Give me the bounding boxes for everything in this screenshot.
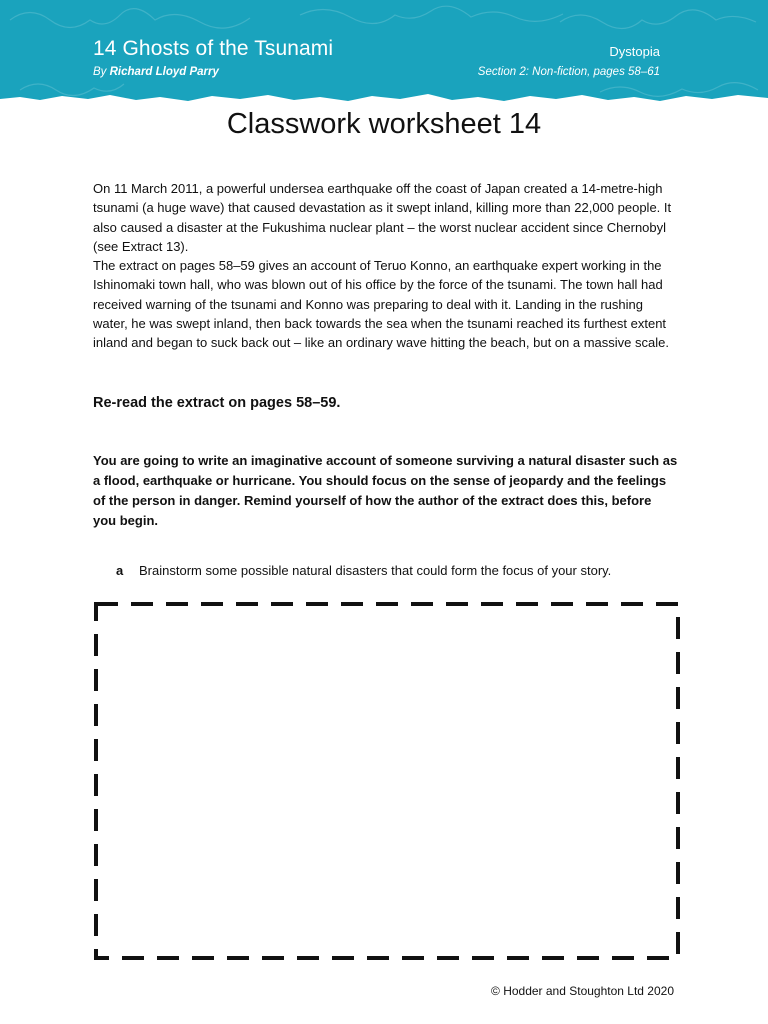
intro-text xyxy=(93,179,681,353)
answer-box[interactable] xyxy=(94,602,680,960)
section-name: Dystopia xyxy=(609,44,660,59)
copyright-footer: © Hodder and Stoughton Ltd 2020 xyxy=(491,984,674,998)
task-instruction: You are going to write an imaginative account of someone surviving a natural disaster such as a flood, earthquake or hurricane. You should focus on the sense of jeopardy and the feelings of the person in danger. Remind yourself of how the author of the extract does this, before you begin. xyxy=(93,453,678,528)
book-title: 14 Ghosts of the Tsunami xyxy=(93,37,334,60)
question-letter: a xyxy=(116,563,124,578)
reread-instruction: Re-read the extract on pages 58–59. xyxy=(93,395,341,411)
question-text: Brainstorm some possible natural disasters that could form the focus of your story. xyxy=(139,563,612,578)
header-banner xyxy=(0,0,768,104)
author-line xyxy=(93,66,219,78)
author-name: Richard Lloyd Parry xyxy=(109,66,219,78)
section-description: Section 2: Non-fiction, pages 58–61 xyxy=(477,66,660,78)
worksheet-title: Classwork worksheet 14 xyxy=(226,108,542,140)
question-a xyxy=(116,563,611,578)
author-prefix: By xyxy=(93,66,110,78)
intro-paragraph-2: The extract on pages 58–59 gives an account of Teruo Konno, an earthquake expert working in the Ishinomaki town hall, who was blown out of his office by the force of the tsunami. The town hall had received warning of the tsunami and Konno was preparing to deal with it. Landing in the rushing water, he was swept inland, then back towards the sea when the tsunami reached its furthest extent inland and began to suck back out – like an ordinary wave hitting the beach, but on a massive scale. xyxy=(93,258,669,351)
intro-paragraph-1: On 11 March 2011, a powerful undersea earthquake off the coast of Japan created a 14-metre-high tsunami (a huge wave) that caused devastation as it swept inland, killing more than 22,000 people. It also caused a disaster at the Fukushima nuclear plant – the worst nuclear accident since Chernobyl (see Extract 13). xyxy=(93,181,672,254)
torn-edge xyxy=(0,91,768,104)
